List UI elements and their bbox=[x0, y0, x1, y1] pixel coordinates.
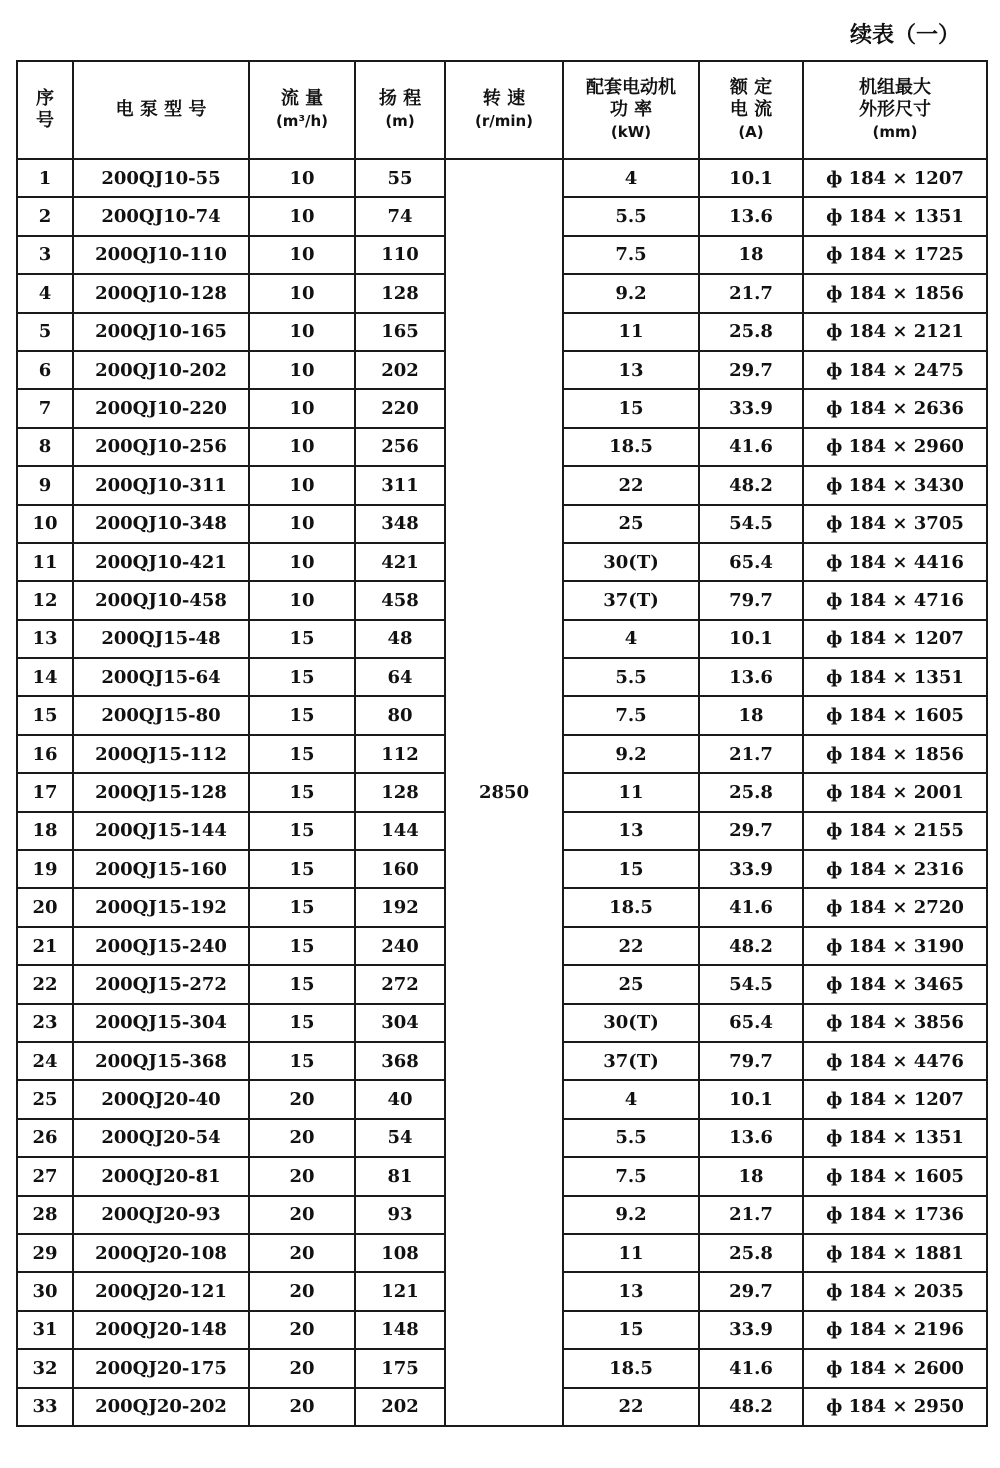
cell-dims: ф 184 × 1881 bbox=[803, 1234, 987, 1272]
cell-power: 30(T) bbox=[563, 543, 699, 581]
cell-current: 79.7 bbox=[699, 581, 803, 619]
cell-head: 110 bbox=[355, 236, 445, 274]
cell-power: 18.5 bbox=[563, 1349, 699, 1387]
cell-dims: ф 184 × 1725 bbox=[803, 236, 987, 274]
cell-seq: 2 bbox=[17, 197, 73, 235]
cell-flow: 10 bbox=[249, 581, 355, 619]
cell-power: 15 bbox=[563, 1311, 699, 1349]
cell-current: 33.9 bbox=[699, 850, 803, 888]
cell-seq: 24 bbox=[17, 1042, 73, 1080]
header-current-label1: 额 定 bbox=[729, 77, 773, 98]
cell-model: 200QJ15-304 bbox=[73, 1004, 249, 1042]
cell-flow: 15 bbox=[249, 850, 355, 888]
cell-dims: ф 184 × 3430 bbox=[803, 466, 987, 504]
cell-model: 200QJ15-144 bbox=[73, 812, 249, 850]
cell-flow: 15 bbox=[249, 965, 355, 1003]
cell-head: 54 bbox=[355, 1119, 445, 1157]
cell-dims: ф 184 × 1736 bbox=[803, 1196, 987, 1234]
cell-seq: 25 bbox=[17, 1080, 73, 1118]
cell-power: 4 bbox=[563, 1080, 699, 1118]
cell-model: 200QJ10-128 bbox=[73, 274, 249, 312]
cell-model: 200QJ20-175 bbox=[73, 1349, 249, 1387]
cell-model: 200QJ10-165 bbox=[73, 313, 249, 351]
cell-head: 93 bbox=[355, 1196, 445, 1234]
cell-head: 304 bbox=[355, 1004, 445, 1042]
cell-power: 25 bbox=[563, 965, 699, 1003]
cell-seq: 26 bbox=[17, 1119, 73, 1157]
cell-power: 37(T) bbox=[563, 581, 699, 619]
cell-seq: 16 bbox=[17, 735, 73, 773]
cell-flow: 10 bbox=[249, 236, 355, 274]
cell-current: 65.4 bbox=[699, 1004, 803, 1042]
cell-current: 41.6 bbox=[699, 888, 803, 926]
cell-model: 200QJ15-192 bbox=[73, 888, 249, 926]
cell-head: 112 bbox=[355, 735, 445, 773]
cell-current: 29.7 bbox=[699, 351, 803, 389]
header-seq-line1: 序 bbox=[36, 88, 54, 109]
cell-seq: 7 bbox=[17, 389, 73, 427]
cell-dims: ф 184 × 2960 bbox=[803, 428, 987, 466]
cell-flow: 15 bbox=[249, 888, 355, 926]
cell-model: 200QJ20-54 bbox=[73, 1119, 249, 1157]
cell-power: 18.5 bbox=[563, 888, 699, 926]
cell-current: 18 bbox=[699, 696, 803, 734]
header-head bbox=[355, 61, 445, 159]
cell-flow: 20 bbox=[249, 1157, 355, 1195]
cell-dims: ф 184 × 4716 bbox=[803, 581, 987, 619]
cell-head: 256 bbox=[355, 428, 445, 466]
cell-dims: ф 184 × 2636 bbox=[803, 389, 987, 427]
cell-dims: ф 184 × 1207 bbox=[803, 620, 987, 658]
cell-current: 13.6 bbox=[699, 197, 803, 235]
header-flow-unit: (m³/h) bbox=[275, 112, 329, 130]
cell-model: 200QJ15-48 bbox=[73, 620, 249, 658]
cell-seq: 6 bbox=[17, 351, 73, 389]
cell-power: 22 bbox=[563, 1388, 699, 1426]
cell-head: 175 bbox=[355, 1349, 445, 1387]
cell-seq: 1 bbox=[17, 159, 73, 197]
cell-head: 160 bbox=[355, 850, 445, 888]
cell-head: 220 bbox=[355, 389, 445, 427]
cell-seq: 30 bbox=[17, 1272, 73, 1310]
cell-power: 15 bbox=[563, 389, 699, 427]
cell-flow: 10 bbox=[249, 505, 355, 543]
cell-power: 9.2 bbox=[563, 1196, 699, 1234]
header-current-label2: 电 流 bbox=[729, 99, 773, 120]
cell-power: 7.5 bbox=[563, 1157, 699, 1195]
header-dims-label2: 外形尺寸 bbox=[859, 99, 931, 120]
cell-flow: 10 bbox=[249, 159, 355, 197]
header-power-unit: (kW) bbox=[610, 123, 652, 141]
cell-current: 18 bbox=[699, 1157, 803, 1195]
cell-flow: 10 bbox=[249, 389, 355, 427]
cell-current: 48.2 bbox=[699, 927, 803, 965]
cell-flow: 10 bbox=[249, 197, 355, 235]
cell-head: 202 bbox=[355, 351, 445, 389]
header-current-unit: (A) bbox=[738, 123, 764, 141]
cell-power: 5.5 bbox=[563, 658, 699, 696]
cell-flow: 15 bbox=[249, 620, 355, 658]
cell-power: 37(T) bbox=[563, 1042, 699, 1080]
cell-power: 13 bbox=[563, 812, 699, 850]
cell-dims: ф 184 × 3705 bbox=[803, 505, 987, 543]
cell-current: 10.1 bbox=[699, 620, 803, 658]
pump-spec-table bbox=[16, 60, 988, 1427]
header-dims-unit: (mm) bbox=[872, 123, 918, 141]
cell-head: 40 bbox=[355, 1080, 445, 1118]
cell-head: 272 bbox=[355, 965, 445, 1003]
cell-seq: 14 bbox=[17, 658, 73, 696]
cell-head: 311 bbox=[355, 466, 445, 504]
cell-flow: 15 bbox=[249, 696, 355, 734]
cell-current: 13.6 bbox=[699, 1119, 803, 1157]
header-dims bbox=[803, 61, 987, 159]
header-speed-label: 转 速 bbox=[482, 88, 526, 109]
cell-current: 65.4 bbox=[699, 543, 803, 581]
cell-power: 9.2 bbox=[563, 735, 699, 773]
cell-power: 30(T) bbox=[563, 1004, 699, 1042]
cell-dims: ф 184 × 2475 bbox=[803, 351, 987, 389]
cell-dims: ф 184 × 1351 bbox=[803, 197, 987, 235]
cell-dims: ф 184 × 2316 bbox=[803, 850, 987, 888]
cell-dims: ф 184 × 2196 bbox=[803, 1311, 987, 1349]
cell-model: 200QJ15-128 bbox=[73, 773, 249, 811]
cell-dims: ф 184 × 2121 bbox=[803, 313, 987, 351]
cell-head: 148 bbox=[355, 1311, 445, 1349]
header-speed-unit: (r/min) bbox=[474, 112, 534, 130]
cell-current: 10.1 bbox=[699, 1080, 803, 1118]
cell-current: 18 bbox=[699, 236, 803, 274]
cell-seq: 13 bbox=[17, 620, 73, 658]
cell-current: 21.7 bbox=[699, 1196, 803, 1234]
cell-flow: 10 bbox=[249, 274, 355, 312]
cell-model: 200QJ10-74 bbox=[73, 197, 249, 235]
cell-seq: 17 bbox=[17, 773, 73, 811]
cell-seq: 23 bbox=[17, 1004, 73, 1042]
cell-model: 200QJ15-112 bbox=[73, 735, 249, 773]
cell-flow: 10 bbox=[249, 428, 355, 466]
cell-model: 200QJ15-272 bbox=[73, 965, 249, 1003]
cell-current: 21.7 bbox=[699, 735, 803, 773]
cell-seq: 10 bbox=[17, 505, 73, 543]
cell-model: 200QJ20-121 bbox=[73, 1272, 249, 1310]
cell-model: 200QJ15-64 bbox=[73, 658, 249, 696]
cell-current: 33.9 bbox=[699, 389, 803, 427]
cell-flow: 15 bbox=[249, 812, 355, 850]
cell-current: 48.2 bbox=[699, 1388, 803, 1426]
cell-head: 165 bbox=[355, 313, 445, 351]
cell-seq: 33 bbox=[17, 1388, 73, 1426]
cell-flow: 10 bbox=[249, 351, 355, 389]
cell-seq: 29 bbox=[17, 1234, 73, 1272]
cell-power: 11 bbox=[563, 313, 699, 351]
cell-head: 74 bbox=[355, 197, 445, 235]
cell-power: 13 bbox=[563, 1272, 699, 1310]
cell-flow: 10 bbox=[249, 313, 355, 351]
cell-dims: ф 184 × 4416 bbox=[803, 543, 987, 581]
cell-head: 80 bbox=[355, 696, 445, 734]
cell-flow: 20 bbox=[249, 1234, 355, 1272]
header-model-label: 电 泵 型 号 bbox=[115, 99, 207, 120]
header-head-unit: (m) bbox=[385, 112, 415, 130]
cell-current: 41.6 bbox=[699, 1349, 803, 1387]
cell-dims: ф 184 × 1351 bbox=[803, 658, 987, 696]
cell-flow: 15 bbox=[249, 658, 355, 696]
table-caption: 续表（一） bbox=[849, 23, 960, 48]
cell-flow: 20 bbox=[249, 1388, 355, 1426]
cell-head: 128 bbox=[355, 773, 445, 811]
cell-model: 200QJ10-55 bbox=[73, 159, 249, 197]
cell-head: 108 bbox=[355, 1234, 445, 1272]
cell-current: 33.9 bbox=[699, 1311, 803, 1349]
cell-model: 200QJ20-108 bbox=[73, 1234, 249, 1272]
cell-flow: 20 bbox=[249, 1349, 355, 1387]
cell-seq: 21 bbox=[17, 927, 73, 965]
cell-dims: ф 184 × 2001 bbox=[803, 773, 987, 811]
cell-flow: 20 bbox=[249, 1311, 355, 1349]
cell-dims: ф 184 × 2600 bbox=[803, 1349, 987, 1387]
cell-head: 81 bbox=[355, 1157, 445, 1195]
cell-dims: ф 184 × 2720 bbox=[803, 888, 987, 926]
cell-flow: 15 bbox=[249, 927, 355, 965]
cell-model: 200QJ15-368 bbox=[73, 1042, 249, 1080]
cell-model: 200QJ10-220 bbox=[73, 389, 249, 427]
cell-seq: 4 bbox=[17, 274, 73, 312]
cell-head: 55 bbox=[355, 159, 445, 197]
cell-seq: 9 bbox=[17, 466, 73, 504]
header-flow bbox=[249, 61, 355, 159]
cell-power: 7.5 bbox=[563, 696, 699, 734]
cell-seq: 22 bbox=[17, 965, 73, 1003]
cell-seq: 27 bbox=[17, 1157, 73, 1195]
header-row bbox=[17, 61, 987, 159]
cell-current: 48.2 bbox=[699, 466, 803, 504]
cell-seq: 28 bbox=[17, 1196, 73, 1234]
cell-model: 200QJ10-348 bbox=[73, 505, 249, 543]
cell-seq: 31 bbox=[17, 1311, 73, 1349]
cell-model: 200QJ20-81 bbox=[73, 1157, 249, 1195]
header-flow-label: 流 量 bbox=[280, 88, 324, 109]
cell-current: 25.8 bbox=[699, 313, 803, 351]
cell-dims: ф 184 × 1856 bbox=[803, 274, 987, 312]
cell-power: 5.5 bbox=[563, 197, 699, 235]
cell-head: 202 bbox=[355, 1388, 445, 1426]
cell-current: 54.5 bbox=[699, 505, 803, 543]
header-dims-label1: 机组最大 bbox=[859, 77, 931, 98]
cell-head: 348 bbox=[355, 505, 445, 543]
cell-model: 200QJ20-202 bbox=[73, 1388, 249, 1426]
cell-head: 144 bbox=[355, 812, 445, 850]
cell-head: 128 bbox=[355, 274, 445, 312]
cell-model: 200QJ20-148 bbox=[73, 1311, 249, 1349]
cell-seq: 11 bbox=[17, 543, 73, 581]
cell-power: 15 bbox=[563, 850, 699, 888]
cell-dims: ф 184 × 2950 bbox=[803, 1388, 987, 1426]
cell-flow: 20 bbox=[249, 1272, 355, 1310]
header-power-label2: 功 率 bbox=[609, 99, 653, 120]
cell-power: 22 bbox=[563, 466, 699, 504]
cell-flow: 15 bbox=[249, 735, 355, 773]
cell-dims: ф 184 × 1207 bbox=[803, 159, 987, 197]
cell-current: 29.7 bbox=[699, 1272, 803, 1310]
cell-flow: 10 bbox=[249, 466, 355, 504]
cell-model: 200QJ15-160 bbox=[73, 850, 249, 888]
cell-head: 121 bbox=[355, 1272, 445, 1310]
cell-seq: 32 bbox=[17, 1349, 73, 1387]
cell-current: 54.5 bbox=[699, 965, 803, 1003]
cell-power: 25 bbox=[563, 505, 699, 543]
cell-seq: 3 bbox=[17, 236, 73, 274]
cell-dims: ф 184 × 4476 bbox=[803, 1042, 987, 1080]
cell-power: 5.5 bbox=[563, 1119, 699, 1157]
cell-model: 200QJ10-421 bbox=[73, 543, 249, 581]
cell-power: 9.2 bbox=[563, 274, 699, 312]
cell-speed: 2850 bbox=[445, 159, 563, 1426]
cell-flow: 20 bbox=[249, 1080, 355, 1118]
cell-flow: 10 bbox=[249, 543, 355, 581]
cell-current: 79.7 bbox=[699, 1042, 803, 1080]
cell-dims: ф 184 × 1605 bbox=[803, 696, 987, 734]
cell-dims: ф 184 × 1856 bbox=[803, 735, 987, 773]
cell-model: 200QJ10-256 bbox=[73, 428, 249, 466]
cell-flow: 15 bbox=[249, 773, 355, 811]
header-model bbox=[73, 61, 249, 159]
cell-model: 200QJ20-93 bbox=[73, 1196, 249, 1234]
header-speed bbox=[445, 61, 563, 159]
cell-current: 13.6 bbox=[699, 658, 803, 696]
table-row bbox=[17, 159, 987, 197]
cell-current: 29.7 bbox=[699, 812, 803, 850]
cell-power: 4 bbox=[563, 620, 699, 658]
header-seq bbox=[17, 61, 73, 159]
cell-current: 25.8 bbox=[699, 773, 803, 811]
header-seq-line2: 号 bbox=[36, 110, 54, 131]
cell-head: 368 bbox=[355, 1042, 445, 1080]
cell-head: 458 bbox=[355, 581, 445, 619]
cell-dims: ф 184 × 3190 bbox=[803, 927, 987, 965]
cell-flow: 20 bbox=[249, 1119, 355, 1157]
cell-flow: 20 bbox=[249, 1196, 355, 1234]
cell-seq: 5 bbox=[17, 313, 73, 351]
cell-power: 4 bbox=[563, 159, 699, 197]
cell-dims: ф 184 × 3465 bbox=[803, 965, 987, 1003]
cell-current: 25.8 bbox=[699, 1234, 803, 1272]
cell-head: 64 bbox=[355, 658, 445, 696]
cell-power: 11 bbox=[563, 773, 699, 811]
cell-seq: 8 bbox=[17, 428, 73, 466]
cell-power: 11 bbox=[563, 1234, 699, 1272]
cell-seq: 18 bbox=[17, 812, 73, 850]
cell-model: 200QJ10-110 bbox=[73, 236, 249, 274]
cell-dims: ф 184 × 1351 bbox=[803, 1119, 987, 1157]
cell-seq: 15 bbox=[17, 696, 73, 734]
cell-model: 200QJ15-80 bbox=[73, 696, 249, 734]
cell-flow: 15 bbox=[249, 1042, 355, 1080]
cell-model: 200QJ10-458 bbox=[73, 581, 249, 619]
cell-current: 21.7 bbox=[699, 274, 803, 312]
cell-head: 240 bbox=[355, 927, 445, 965]
cell-power: 22 bbox=[563, 927, 699, 965]
cell-model: 200QJ20-40 bbox=[73, 1080, 249, 1118]
cell-current: 41.6 bbox=[699, 428, 803, 466]
cell-model: 200QJ10-311 bbox=[73, 466, 249, 504]
cell-seq: 12 bbox=[17, 581, 73, 619]
cell-dims: ф 184 × 1605 bbox=[803, 1157, 987, 1195]
cell-power: 7.5 bbox=[563, 236, 699, 274]
cell-current: 10.1 bbox=[699, 159, 803, 197]
cell-model: 200QJ10-202 bbox=[73, 351, 249, 389]
cell-seq: 20 bbox=[17, 888, 73, 926]
cell-dims: ф 184 × 1207 bbox=[803, 1080, 987, 1118]
header-power-label1: 配套电动机 bbox=[586, 77, 676, 98]
cell-dims: ф 184 × 3856 bbox=[803, 1004, 987, 1042]
cell-head: 421 bbox=[355, 543, 445, 581]
cell-head: 48 bbox=[355, 620, 445, 658]
cell-seq: 19 bbox=[17, 850, 73, 888]
cell-head: 192 bbox=[355, 888, 445, 926]
cell-dims: ф 184 × 2155 bbox=[803, 812, 987, 850]
cell-dims: ф 184 × 2035 bbox=[803, 1272, 987, 1310]
cell-power: 13 bbox=[563, 351, 699, 389]
cell-power: 18.5 bbox=[563, 428, 699, 466]
cell-model: 200QJ15-240 bbox=[73, 927, 249, 965]
cell-flow: 15 bbox=[249, 1004, 355, 1042]
header-power bbox=[563, 61, 699, 159]
header-head-label: 扬 程 bbox=[378, 88, 422, 109]
header-current bbox=[699, 61, 803, 159]
table-body bbox=[17, 159, 987, 1426]
